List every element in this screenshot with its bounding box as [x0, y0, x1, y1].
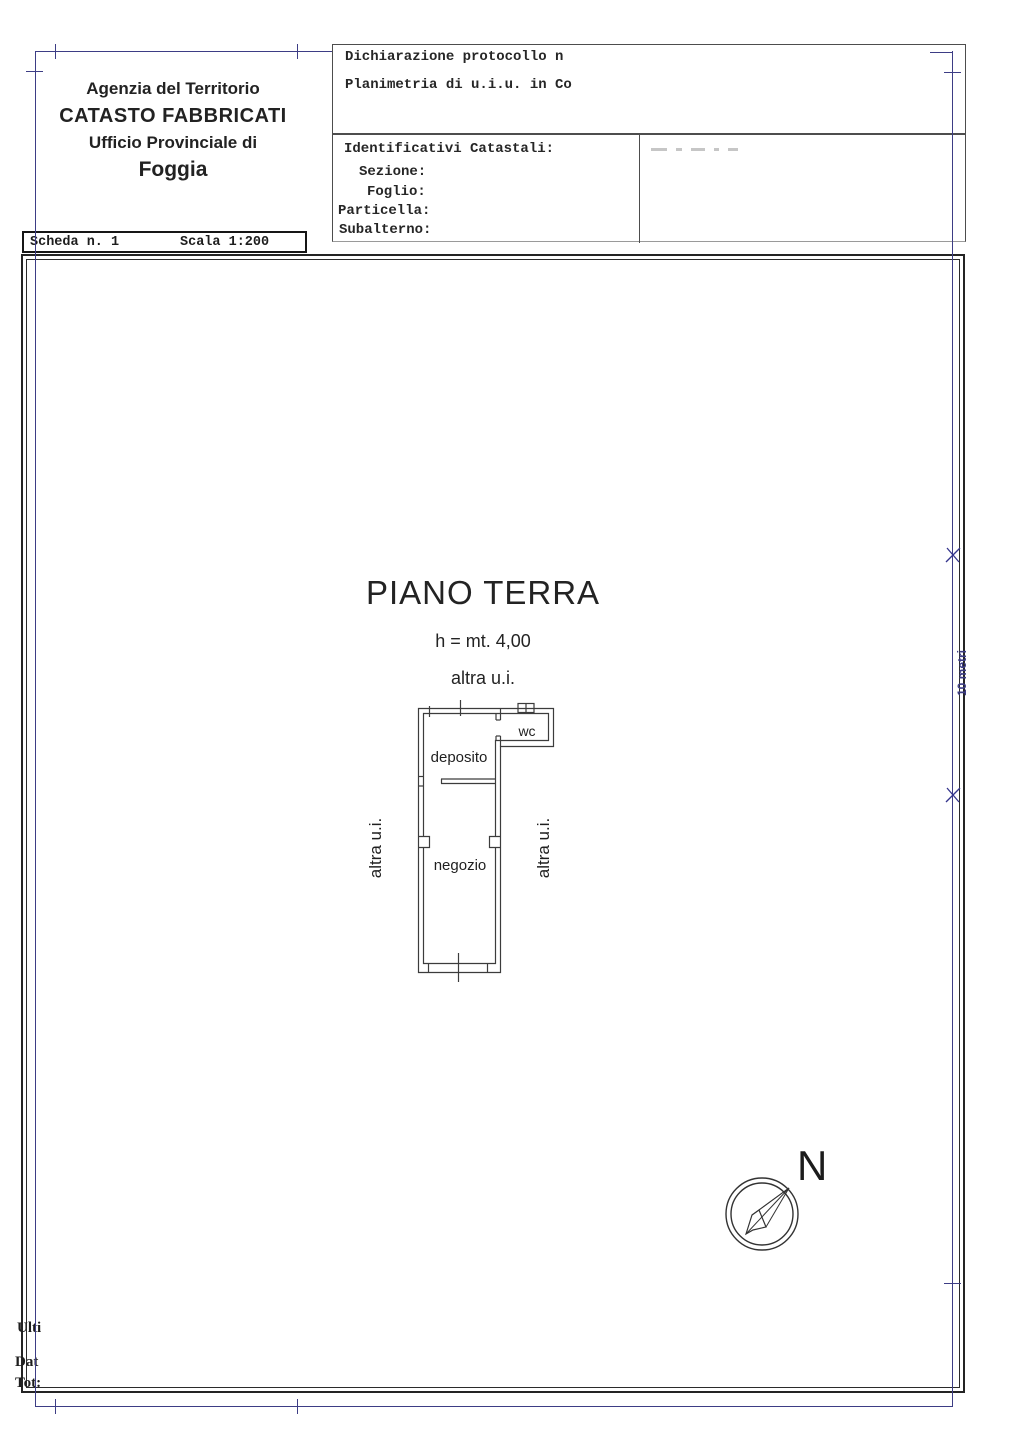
illegible-stamp — [651, 141, 747, 159]
adjacent-unit-right: altra u.i. — [534, 817, 553, 879]
planimetria-line: Planimetria di u.i.u. in Co — [345, 77, 572, 93]
particella-label: Particella: — [338, 203, 431, 219]
agency-header — [40, 76, 306, 183]
protocol-line: Dichiarazione protocollo n — [345, 49, 564, 65]
agency-line1: Agenzia del Territorio — [86, 79, 260, 98]
scale-bar-label: 10 metri — [955, 649, 969, 697]
agency-line4: Foggia — [138, 158, 208, 181]
height-note: h = mt. 4,00 — [435, 631, 531, 651]
footer-fragment-3: Tot: — [15, 1375, 42, 1391]
drawing-frame-inner — [26, 259, 960, 1388]
adjacent-unit-left: altra u.i. — [366, 817, 385, 879]
declaration-box-divider — [333, 133, 965, 135]
sheet-number: Scheda n. 1 — [30, 235, 120, 250]
foglio-label: Foglio: — [367, 184, 426, 200]
unit-note: altra u.i. — [450, 668, 516, 688]
agency-line2: CATASTO FABBRICATI — [59, 105, 287, 127]
room-label-negozio: negozio — [433, 857, 487, 874]
north-label: N — [797, 1142, 828, 1189]
footer-fragment-1: Ulti — [17, 1320, 42, 1336]
cadastral-box-vertical-divider — [639, 135, 640, 243]
footer-fragment-2: Dat — [15, 1354, 39, 1370]
floor-title: PIANO TERRA — [365, 574, 601, 611]
sheet-scale-bar — [22, 231, 307, 253]
drawing-scale: Scala 1:200 — [180, 235, 270, 250]
room-label-wc: wc — [518, 723, 536, 739]
sezione-label: Sezione: — [359, 164, 427, 180]
room-label-deposito: deposito — [430, 749, 488, 766]
agency-line3: Ufficio Provinciale di — [88, 133, 258, 152]
declaration-box — [332, 44, 966, 242]
identificativi-title: Identificativi Catastali: — [344, 141, 555, 157]
subalterno-label: Subalterno: — [339, 222, 432, 238]
